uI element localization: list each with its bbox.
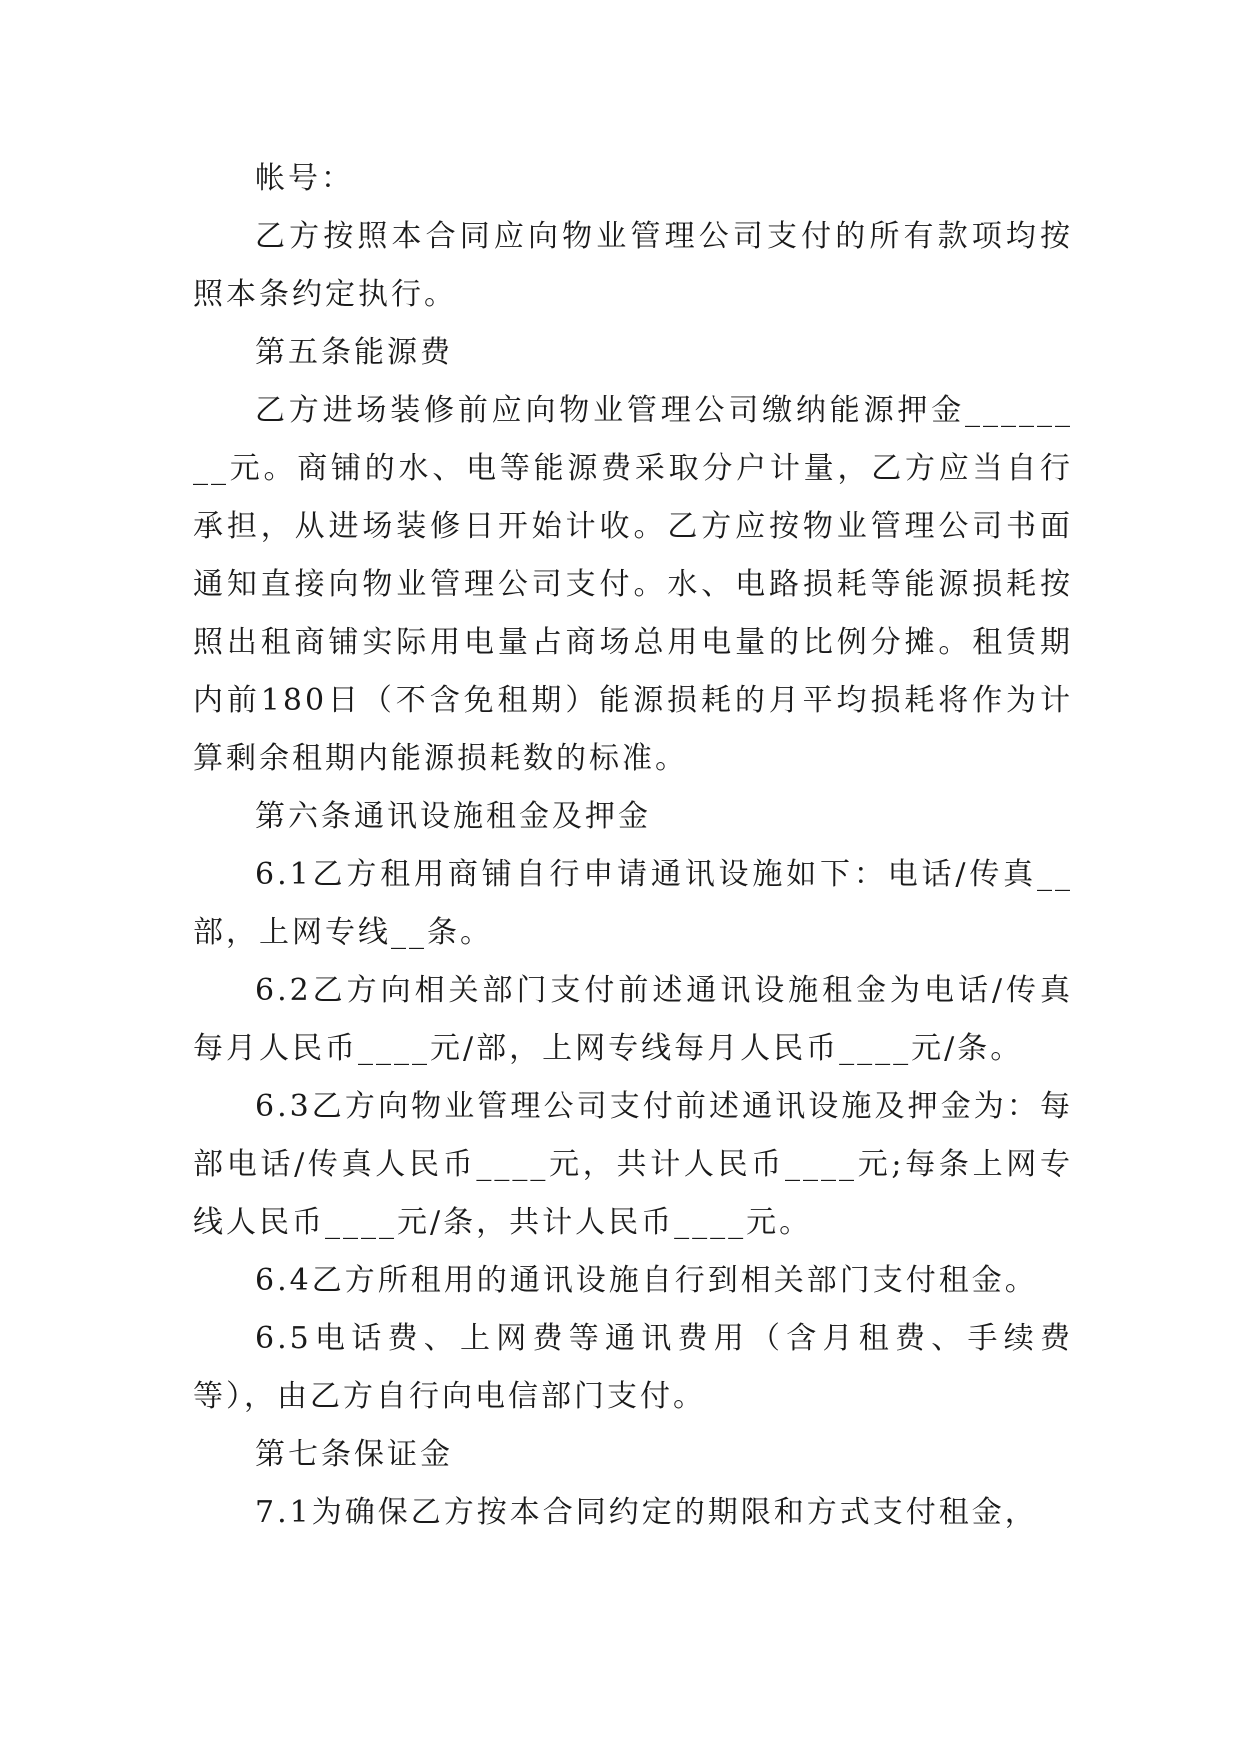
account-label: 帐号： bbox=[255, 161, 354, 196]
article-7-heading: 第七条保证金 bbox=[255, 1437, 453, 1472]
article-5-body: 乙方进场装修前应向物业管理公司缴纳能源押金________元。商铺的水、电等能源费采取分户计量，乙方应当自行承担，从进场装修日开始计收。乙方应按物业管理公司书面通知直接向物业管理公司支付。水、电路损耗等能源损耗按照出租商铺实际用电量占商场总用电量的比例分摊。租赁期内前180日（不含免租期）能源损耗的月平均损耗将作为计算剩余租期内能源损耗数的标准。 bbox=[193, 393, 1073, 776]
clause-6-4: 6.4乙方所租用的通讯设施自行到相关部门支付租金。 bbox=[255, 1263, 1038, 1298]
clause-7-1: 7.1为确保乙方按本合同约定的期限和方式支付租金， bbox=[255, 1495, 1038, 1530]
clause-6-1: 6.1乙方租用商铺自行申请通讯设施如下：电话/传真__部，上网专线__条。 bbox=[193, 857, 1073, 950]
clause-6-3: 6.3乙方向物业管理公司支付前述通讯设施及押金为：每部电话/传真人民币____元，共计人民币____元;每条上网专线人民币____元/条，共计人民币____元。 bbox=[193, 1089, 1073, 1240]
clause-6-2: 6.2乙方向相关部门支付前述通讯设施租金为电话/传真每月人民币____元/部，上网专线每月人民币____元/条。 bbox=[193, 973, 1073, 1066]
clause-6-5: 6.5电话费、上网费等通讯费用（含月租费、手续费等），由乙方自行向电信部门支付。 bbox=[193, 1321, 1073, 1414]
contract-text bbox=[193, 150, 1073, 1542]
article-6-heading: 第六条通讯设施租金及押金 bbox=[255, 799, 651, 834]
payment-clause: 乙方按照本合同应向物业管理公司支付的所有款项均按照本条约定执行。 bbox=[193, 219, 1073, 312]
article-5-heading: 第五条能源费 bbox=[255, 335, 453, 370]
